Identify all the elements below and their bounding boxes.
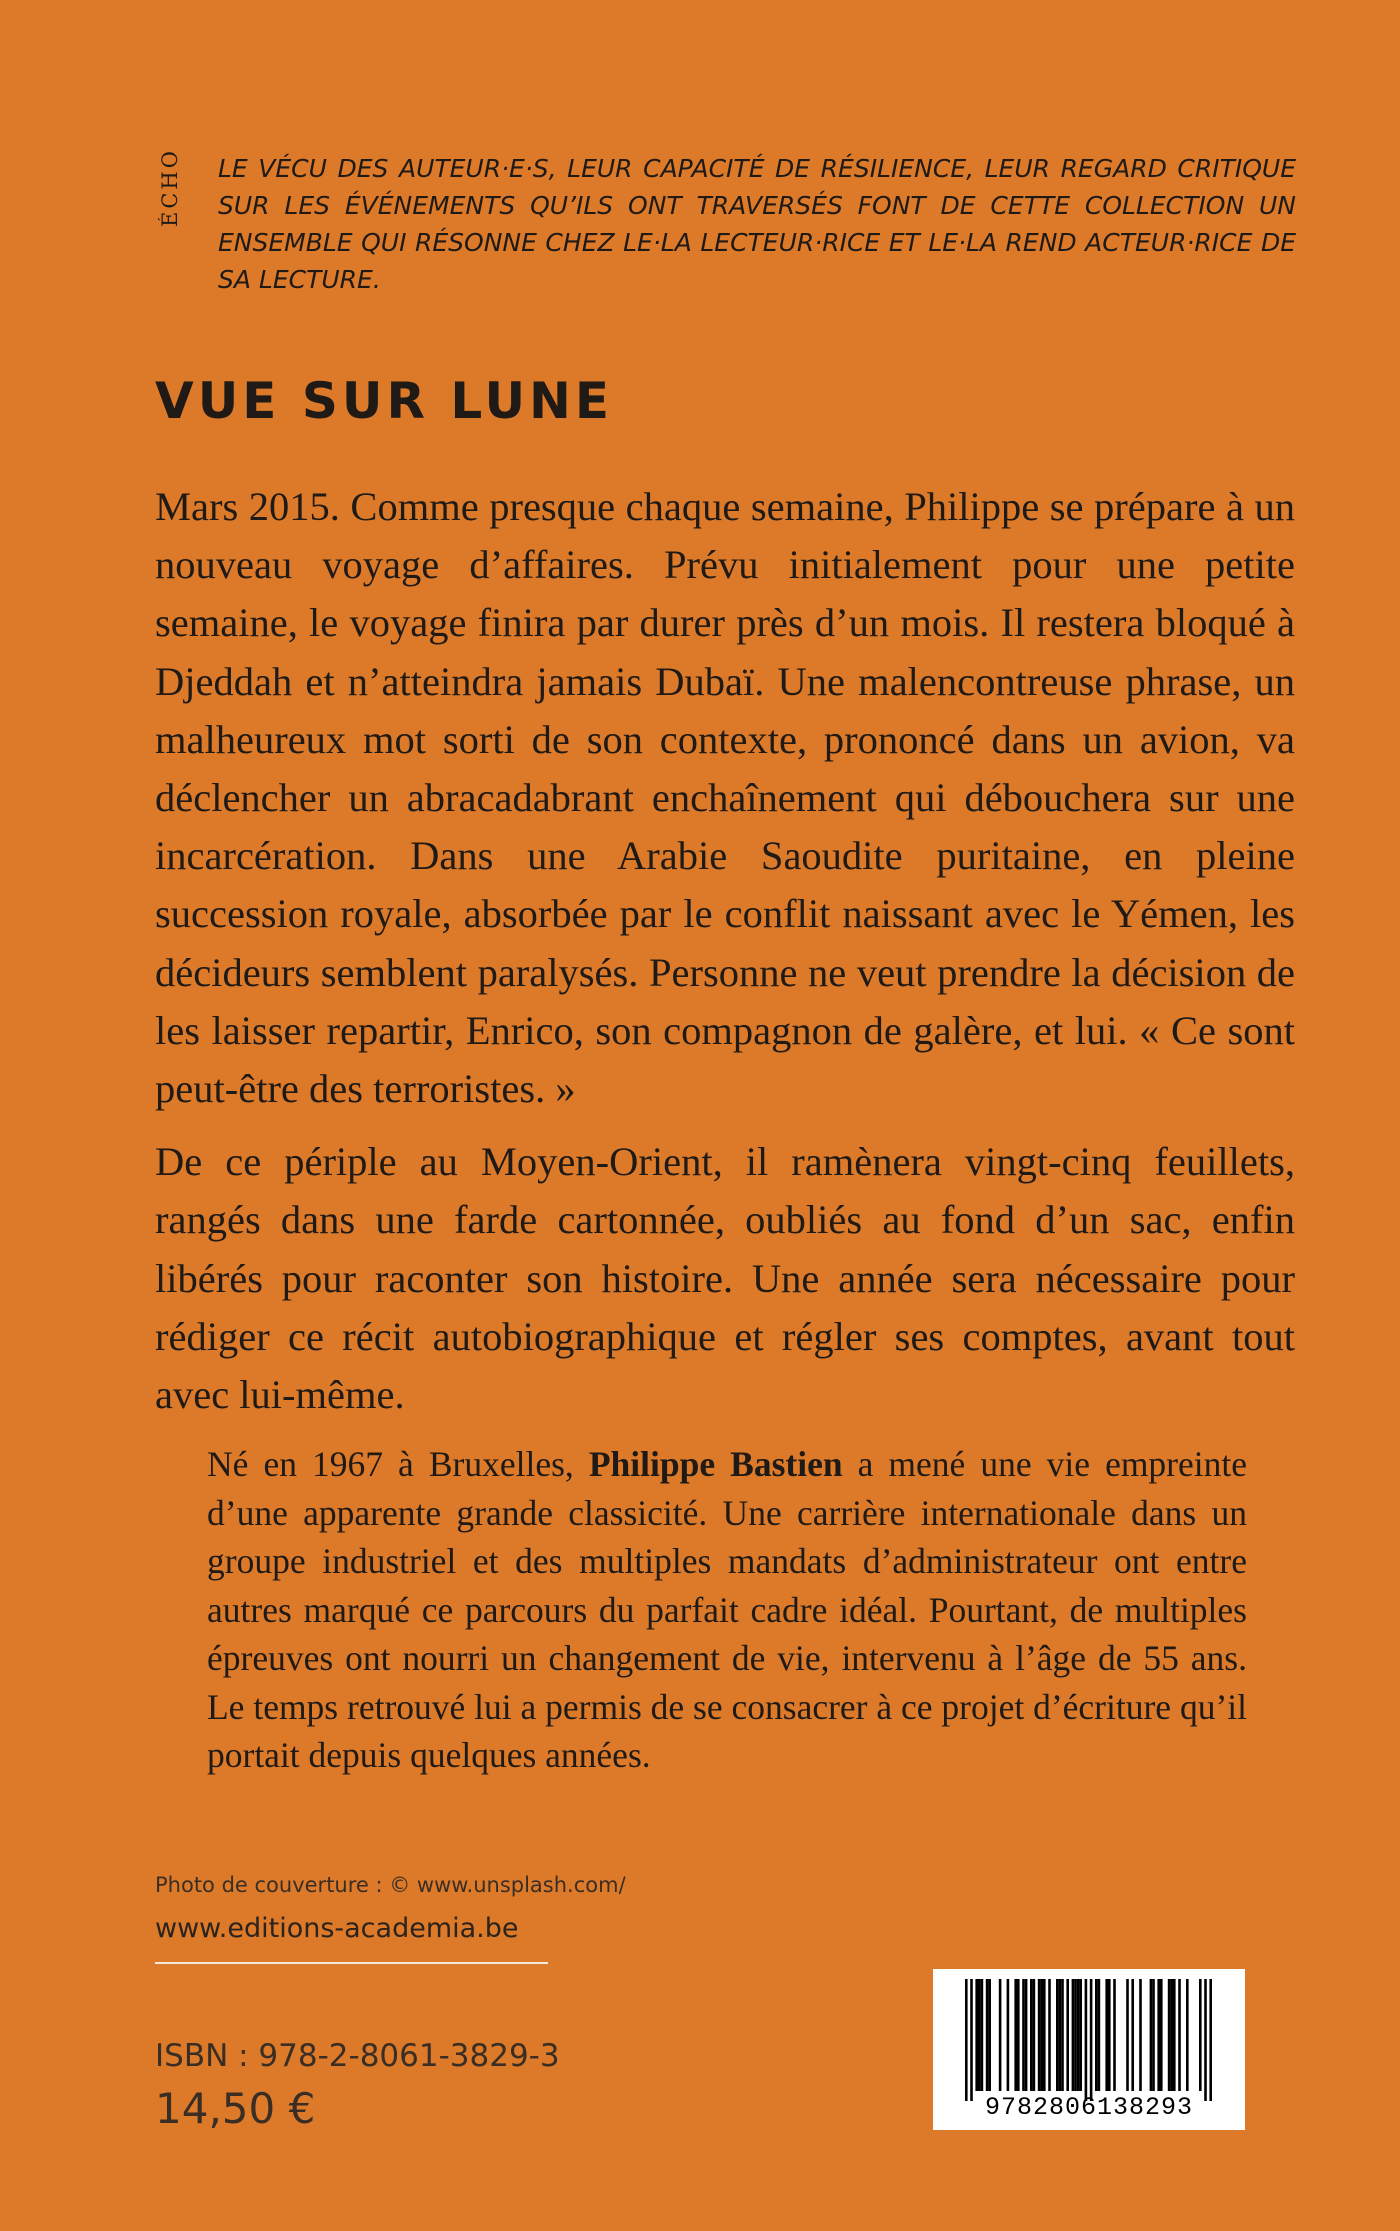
barcode-bar xyxy=(1199,1979,1202,2091)
barcode xyxy=(933,1969,1245,2130)
barcode-bar xyxy=(988,1979,991,2091)
barcode-bar xyxy=(1056,1979,1059,2091)
barcode-bar xyxy=(1157,1979,1160,2091)
barcode-bar xyxy=(1150,1979,1153,2091)
barcode-bar xyxy=(1043,1979,1046,2091)
barcode-bar xyxy=(1178,1979,1181,2091)
barcode-bar xyxy=(1074,1979,1077,2091)
author-name: Philippe Bastien xyxy=(588,1444,843,1484)
barcode-bar xyxy=(1095,1979,1098,2091)
author-bio xyxy=(207,1440,1247,1780)
barcode-bar xyxy=(1025,1979,1028,2091)
barcode-bar xyxy=(1048,1979,1051,2091)
barcode-bar xyxy=(1072,1979,1075,2091)
bio-intro: Né en 1967 à Bruxelles, xyxy=(207,1444,589,1484)
barcode-bar xyxy=(1173,1979,1176,2091)
isbn: ISBN : 978-2-8061-3829-3 xyxy=(155,2038,560,2074)
website-underline xyxy=(155,1962,548,1964)
barcode-bar xyxy=(965,1979,968,2101)
synopsis-paragraph-1: Mars 2015. Comme presque chaque semaine, Philippe se prépare à un nouveau voyage d’affaires. Prévu initialement pour une petite semaine, le voyage finira par durer près d’un mois. Il restera bloqué à Djeddah et n’atteindra jamais Dubaï. Une malencontreuse phrase, un malheureux mot sorti de son contexte, prononcé dans un avion, va déclencher un abracadabrant enchaînement qui débouchera sur une incarcération. Dans une Arabie Saoudite puritaine, en pleine succession royale, absorbée par le conflit naissant avec le Yémen, les décideurs semblent paralysés. Personne ne veut prendre la décision de les laisser repartir, Enrico, son compagnon de galère, et lui. « Ce sont peut-être des terroristes. » xyxy=(155,484,1295,1112)
synopsis xyxy=(155,478,1295,1439)
barcode-bar xyxy=(1014,1979,1017,2091)
barcode-bar xyxy=(1090,1979,1093,2101)
barcode-bar xyxy=(1077,1979,1080,2091)
synopsis-paragraph-2: De ce périple au Moyen-Orient, il ramènera vingt-cinq feuillets, rangés dans une farde cartonnée, oubliés au fond d’un sac, enfin libérés pour raconter son histoire. Une année sera nécessaire pour rédiger ce récit autobiographique et régler ses comptes, avant tout avec lui-même. xyxy=(155,1139,1295,1418)
barcode-bar xyxy=(1108,1979,1111,2091)
barcode-bar xyxy=(970,1979,973,2101)
book-title: VUE SUR LUNE xyxy=(155,372,614,430)
barcode-bar xyxy=(1017,1979,1020,2091)
barcode-bar xyxy=(1079,1979,1082,2091)
barcode-bar xyxy=(1038,1979,1041,2091)
barcode-bar xyxy=(1168,1979,1171,2091)
publisher-website: www.editions-academia.be xyxy=(155,1913,519,1944)
barcode-bar xyxy=(1152,1979,1155,2091)
photo-credit: Photo de couverture : © www.unsplash.com/ xyxy=(155,1873,626,1897)
barcode-digits: 9782806138293 xyxy=(984,2093,1194,2122)
barcode-bar xyxy=(1022,1979,1025,2091)
series-label: ÉCHO xyxy=(158,148,182,227)
barcode-bar xyxy=(1085,1979,1088,2101)
barcode-bar xyxy=(1061,1979,1064,2091)
barcode-bar xyxy=(1040,1979,1043,2091)
barcode-bar xyxy=(1105,1979,1108,2091)
barcode-bar xyxy=(1113,1979,1116,2091)
barcode-bar xyxy=(1204,1979,1207,2101)
barcode-bar xyxy=(1126,1979,1129,2091)
barcode-bar xyxy=(999,1979,1002,2091)
collection-blurb: LE VÉCU DES AUTEUR·E·S, LEUR CAPACITÉ DE RÉSILIENCE, LEUR REGARD CRITIQUE SUR LES ÉVÉNEMENTS QU’ILS ONT TRAVERSÉS FONT DE CETTE COLLECTION UN ENSEMBLE QUI RÉSONNE CHEZ LE·LA LECTEUR·RICE ET LE·LA REND ACTEUR·RICE DE SA LECTURE. xyxy=(218,154,1296,294)
barcode-bar xyxy=(1059,1979,1062,2091)
barcode-bar xyxy=(986,1979,989,2091)
barcode-bar xyxy=(1139,1979,1142,2091)
barcode-bar xyxy=(981,1979,984,2091)
barcode-bar xyxy=(978,1979,981,2091)
bio-text: a mené une vie empreinte d’une apparente grande classicité. Une carrière internationale dans un groupe industriel et des multiples mandats d’administrateur ont entre autres marqué ce parcours du parfait cadre idéal. Pourtant, de multiples épreuves ont nourri un changement de vie, intervenu à l’âge de 55 ans. Le temps retrouvé lui a permis de se consacrer à ce projet d’écriture qu’il portait depuis quelques années. xyxy=(207,1444,1247,1775)
barcode-bar xyxy=(1098,1979,1101,2091)
barcode-bar xyxy=(1186,1979,1189,2091)
barcode-bar xyxy=(1030,1979,1033,2091)
barcode-bar xyxy=(1170,1979,1173,2091)
barcode-bar xyxy=(1033,1979,1036,2091)
barcode-bar xyxy=(1066,1979,1069,2091)
barcode-bar xyxy=(1007,1979,1010,2091)
barcode-bar xyxy=(1209,1979,1212,2101)
barcode-bar xyxy=(1160,1979,1163,2091)
barcode-bar xyxy=(975,1979,978,2091)
barcode-bar xyxy=(1131,1979,1134,2091)
price: 14,50 € xyxy=(155,2084,316,2133)
